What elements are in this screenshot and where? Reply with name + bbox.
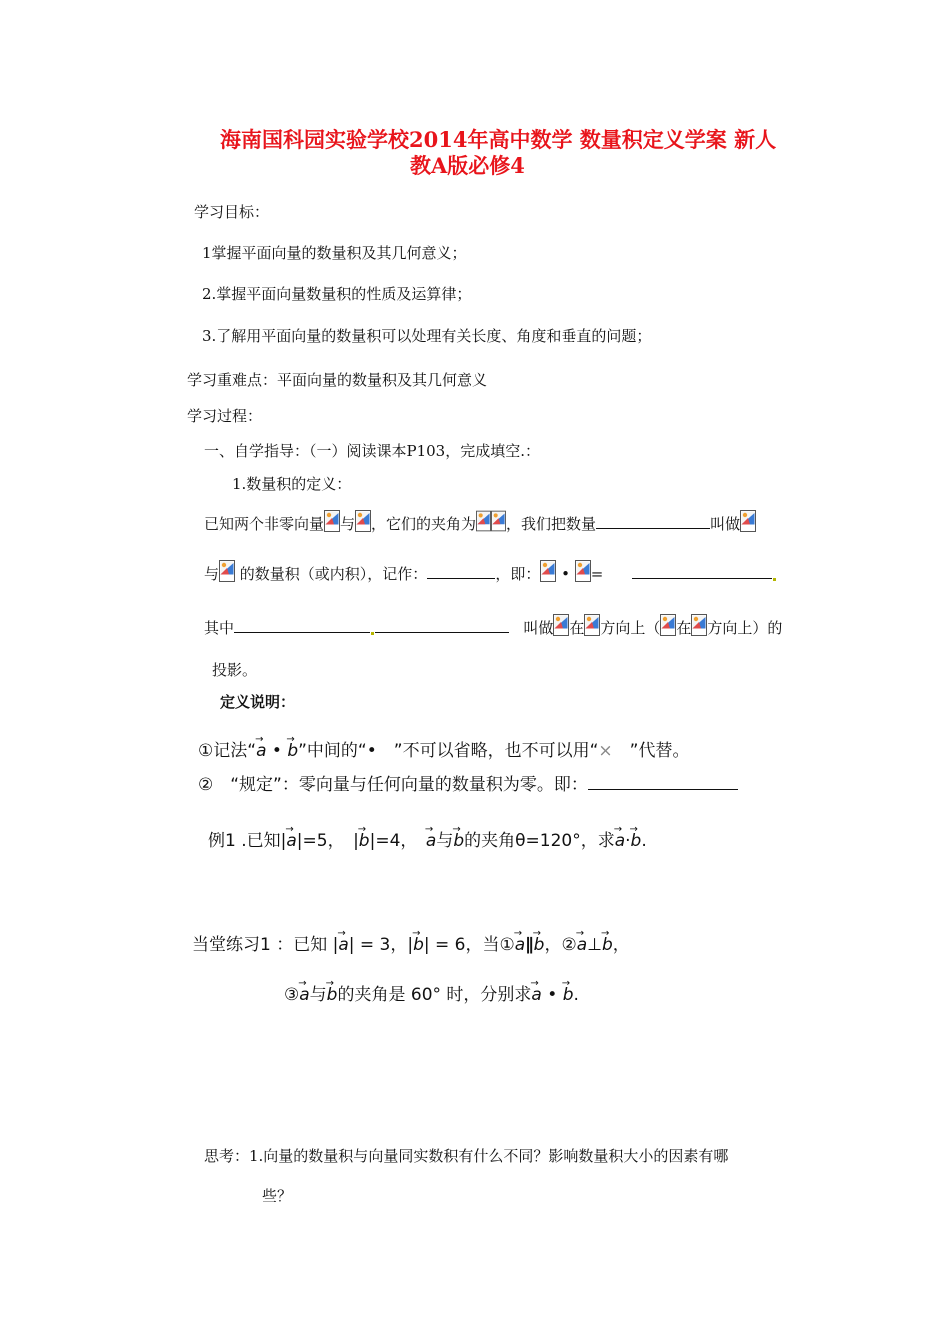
blank-notation[interactable] (427, 564, 495, 579)
def-text: 在 (569, 619, 585, 637)
vector-a: → a (426, 826, 436, 852)
vector-b: → b (563, 980, 574, 1006)
vector-b: → b (453, 826, 464, 852)
def-text: 的数量积（或内积），记作： (239, 565, 428, 583)
goals-heading: 学习目标： (194, 203, 270, 221)
vector-a: → a (577, 930, 587, 956)
exercise-text: 的夹角是 60° 时，分别求 (337, 985, 532, 1005)
vector-a-image-icon (324, 510, 340, 532)
doc-title-line1: 海南国科园实验学校2014年高中数学 数量积定义学案 新人 (220, 127, 777, 152)
example-text: |=5， | (296, 831, 359, 851)
parallel-symbol: ∥ (525, 935, 534, 955)
note-1: ①记法“→ a • → b”中间的“• ”不可以省略，也不可以用“× ”代替。 (198, 736, 689, 762)
goal-item-2: 2.掌握平面向量数量积的性质及运算律； (202, 285, 472, 303)
vector-b-image-icon (575, 560, 591, 582)
times-symbol: × (598, 741, 613, 761)
exercise-text: . (573, 985, 579, 1005)
definition-heading: 1.数量积的定义： (232, 475, 352, 493)
dot-symbol: • (561, 565, 570, 583)
example-text: 的夹角θ=120°，求 (464, 831, 615, 851)
dot-symbol: • (547, 985, 558, 1005)
vector-a: → a (615, 826, 625, 852)
vector-b-image-icon (355, 510, 371, 532)
example-text: . (641, 831, 647, 851)
vector-b: → b (287, 736, 298, 762)
def-text: 方向上（ (600, 619, 661, 637)
exercise-1-line-1 (192, 930, 630, 956)
goal-item-1: 1掌握平面向量的数量积及其几何意义； (202, 244, 467, 262)
exercise-text: 与 (309, 985, 327, 1005)
mark (773, 578, 776, 581)
note-text: ”中间的“• ”不可以省略，也不可以用“ (298, 741, 599, 761)
vector-b: → b (327, 980, 338, 1006)
definition-line-1 (204, 510, 756, 534)
vector-b: → b (631, 826, 642, 852)
think-line-1: 思考：1.向量的数量积与向量同实数积有什么不同？影响数量积大小的因素有哪 (204, 1147, 729, 1165)
perpendicular-symbol: ⊥ (587, 935, 602, 955)
vector-b: → b (534, 930, 545, 956)
vector-a: → a (286, 826, 296, 852)
process-heading: 学习过程： (187, 407, 263, 425)
def-text: 方向上）的 (707, 619, 783, 637)
def-text: 叫做 (710, 515, 741, 533)
def-text: 叫做 (523, 619, 554, 637)
blank-zero-product[interactable] (588, 773, 738, 790)
vector-image-icon (553, 614, 569, 636)
exercise-1-line-2 (284, 980, 579, 1006)
note-text: ”代替。 (612, 741, 690, 761)
note-text: ② “规定”：零向量与任何向量的数量积为零。即： (198, 775, 588, 795)
exercise-text: ，② (544, 935, 577, 955)
vector-b: → b (602, 930, 613, 956)
exercise-text: 当堂练习1 ：已知 | (192, 935, 339, 955)
equals-symbol: = (590, 565, 604, 583)
vector-b: → b (413, 930, 424, 956)
mark (371, 632, 374, 635)
vector-b-image-icon (219, 560, 235, 582)
vector-a: → a (256, 736, 266, 762)
vector-image-icon (691, 614, 707, 636)
def-text: ，即： (495, 565, 541, 583)
example-text: |=4， (369, 831, 426, 851)
vector-a-image-icon (740, 510, 756, 532)
key-points: 学习重难点：平面向量的数量积及其几何意义 (187, 371, 488, 389)
exercise-text: | = 6，当① (423, 935, 515, 955)
vector-image-icon (584, 614, 600, 636)
angle-image-icon (476, 510, 506, 532)
example-text: 例1 .已知| (208, 831, 287, 851)
example-1: 例1 .已知|→ a|=5， |→ b|=4， → a与→ b的夹角θ=120°，求→ a·→ b. (208, 826, 647, 852)
vector-image-icon (660, 614, 676, 636)
vector-a-image-icon (540, 560, 556, 582)
think-line-2: 些？ (262, 1187, 293, 1205)
blank-projection-1[interactable] (234, 618, 370, 633)
exercise-text: ， (612, 935, 630, 955)
def-text: 其中 (204, 619, 235, 637)
blank-projection-2[interactable] (375, 618, 509, 633)
note-2 (198, 773, 738, 796)
def-text: 已知两个非零向量 (204, 515, 325, 533)
self-study-guide: 一、自学指导：（一）阅读课本P103，完成填空.： (204, 442, 540, 460)
vector-a: → a (515, 930, 525, 956)
def-text: 与 (204, 565, 220, 583)
definition-line-4: 投影。 (212, 661, 258, 679)
vector-b: → b (359, 826, 370, 852)
exercise-text: ③ (284, 985, 300, 1005)
def-text: ，它们的夹角为 (371, 515, 477, 533)
goal-item-3: 3.了解用平面向量的数量积可以处理有关长度、角度和垂直的问题； (202, 327, 652, 345)
doc-title-line2: 教A版必修4 (410, 153, 525, 178)
blank-quantity[interactable] (596, 514, 710, 529)
def-text: 与 (340, 515, 356, 533)
example-text: 与 (436, 831, 454, 851)
vector-a: → a (338, 930, 348, 956)
def-text: ，我们把数量 (506, 515, 597, 533)
definition-line-3 (204, 614, 782, 638)
blank-formula[interactable] (632, 564, 772, 579)
exercise-text: | = 3，| (348, 935, 414, 955)
explain-heading: 定义说明： (220, 693, 296, 711)
vector-a: → a (531, 980, 541, 1006)
vector-a: → a (299, 980, 309, 1006)
definition-line-2 (204, 560, 777, 584)
def-text: 在 (676, 619, 692, 637)
note-text: ①记法“ (198, 741, 257, 761)
